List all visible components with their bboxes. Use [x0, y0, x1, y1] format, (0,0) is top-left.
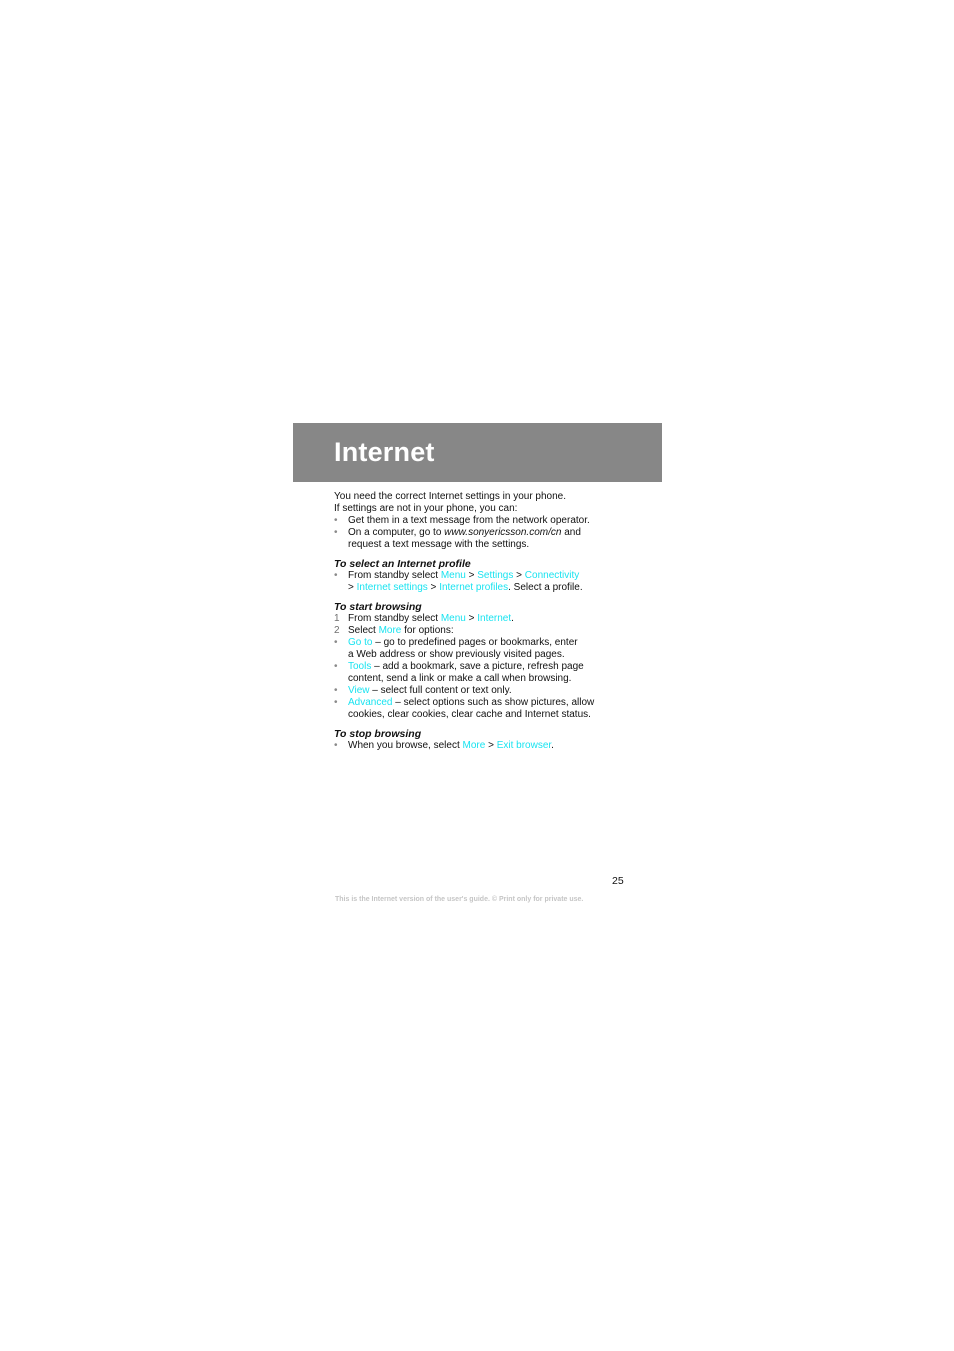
text: – select options such as show pictures, allow [392, 697, 595, 708]
menu-link: Menu [440, 613, 466, 624]
list-item [334, 685, 624, 697]
chapter-title-bar [293, 423, 662, 482]
step-number: 1 [334, 613, 340, 624]
page-content [334, 491, 624, 752]
text: . Select a profile. [508, 582, 583, 593]
bullet-icon: • [334, 637, 338, 648]
bullet-icon: • [334, 685, 338, 696]
text: From standby select [348, 570, 441, 581]
text: cookies, clear cookies, clear cache and Internet status. [348, 709, 591, 720]
chapter-title: Internet [334, 437, 435, 467]
list-item [334, 515, 624, 527]
internet-profiles-link: Internet profiles [439, 582, 509, 593]
list-item [334, 527, 624, 551]
text: . [511, 613, 514, 624]
intro-bullet-2-pre: On a computer, go to [348, 527, 445, 538]
text: a Web address or show previously visited pages. [348, 649, 565, 660]
intro-bullet-1: Get them in a text message from the network operator. [348, 515, 590, 526]
intro-bullet-2-line-2: request a text message with the settings. [348, 539, 530, 550]
view-option: View [348, 685, 370, 696]
more-link: More [462, 740, 486, 751]
text: – add a bookmark, save a picture, refresh page [371, 661, 584, 672]
internet-link: Internet [477, 613, 512, 624]
heading-stop-browsing: To stop browsing [334, 728, 422, 740]
separator: > [465, 613, 478, 624]
page-number: 25 [612, 875, 624, 887]
separator: > [513, 570, 525, 581]
tools-option: Tools [348, 661, 372, 672]
text: From standby select [348, 613, 441, 624]
list-item [334, 625, 624, 637]
separator: > [348, 582, 357, 593]
separator: > [485, 740, 497, 751]
heading-select-profile: To select an Internet profile [334, 558, 471, 570]
list-item [334, 740, 624, 752]
exit-browser-link: Exit browser [496, 740, 552, 751]
list-item [334, 570, 624, 594]
settings-link: Settings [477, 570, 514, 581]
internet-settings-link: Internet settings [356, 582, 428, 593]
goto-option: Go to [348, 637, 373, 648]
list-item [334, 697, 624, 721]
connectivity-link: Connectivity [524, 570, 580, 581]
text: Select [348, 625, 379, 636]
footer-note: This is the Internet version of the user's guide. © Print only for private use. [335, 896, 584, 903]
bullet-icon: • [334, 527, 338, 538]
text: – go to predefined pages or bookmarks, enter [372, 637, 578, 648]
list-item [334, 613, 624, 625]
more-link: More [378, 625, 402, 636]
bullet-icon: • [334, 697, 338, 708]
text: . [551, 740, 554, 751]
list-item [334, 637, 624, 661]
list-item [334, 661, 624, 685]
separator: > [465, 570, 478, 581]
step-number: 2 [334, 625, 340, 636]
intro-line-1: You need the correct Internet settings in your phone. [334, 491, 567, 502]
separator: > [427, 582, 440, 593]
bullet-icon: • [334, 570, 338, 581]
intro-line-2: If settings are not in your phone, you can: [334, 503, 518, 514]
bullet-icon: • [334, 515, 338, 526]
text: – select full content or text only. [369, 685, 512, 696]
text: content, send a link or make a call when browsing. [348, 673, 572, 684]
advanced-option: Advanced [348, 697, 393, 708]
intro-bullet-2-post: and [561, 527, 581, 538]
text: for options: [401, 625, 454, 636]
bullet-icon: • [334, 661, 338, 672]
text: When you browse, select [348, 740, 463, 751]
menu-link: Menu [440, 570, 466, 581]
website-url: www.sonyericsson.com/cn [444, 527, 562, 538]
bullet-icon: • [334, 740, 338, 751]
heading-start-browsing: To start browsing [334, 601, 422, 613]
